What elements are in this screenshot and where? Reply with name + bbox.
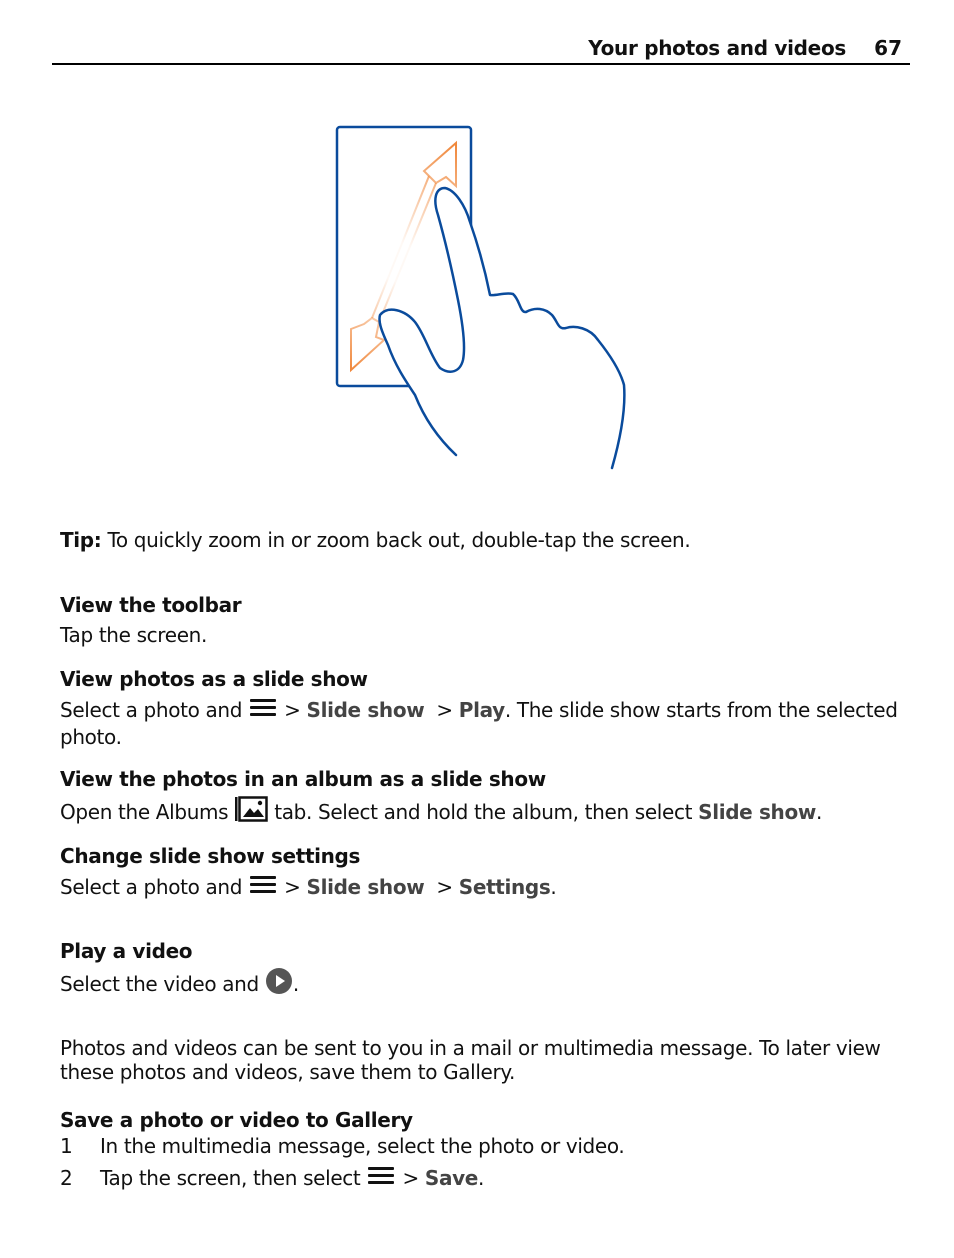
album-slideshow-text — [60, 798, 920, 829]
toolbar-text: Tap the screen. — [60, 623, 207, 647]
album-text-middle: tab. Select and hold the album, then select — [274, 800, 693, 824]
page-number: 67 — [874, 36, 902, 60]
slideshow-text-after: . The slide show starts from the selected — [504, 698, 898, 722]
save-steps — [60, 1134, 920, 1198]
tip-text: To quickly zoom in or zoom back out, double-tap the screen. — [107, 528, 691, 552]
chapter-title: Your photos and videos — [588, 36, 846, 60]
album-text-before: Open the Albums — [60, 800, 229, 824]
slideshow-text — [60, 698, 920, 749]
tip-paragraph — [60, 528, 920, 552]
menu-icon — [248, 873, 278, 900]
separator: > — [436, 698, 453, 722]
play-video-text-before: Select the video and — [60, 972, 259, 996]
menu-icon — [366, 1164, 396, 1191]
period: . — [550, 875, 557, 899]
menu-icon — [248, 696, 278, 723]
play-video-heading: Play a video — [60, 939, 193, 963]
step-text-before: Tap the screen, then select — [100, 1166, 361, 1190]
settings-text-before: Select a photo and — [60, 875, 243, 899]
step-number: 2 — [60, 1166, 73, 1190]
step-text — [100, 1166, 484, 1193]
separator: > — [402, 1166, 419, 1190]
play-video-text — [60, 969, 920, 1002]
page-header — [52, 36, 910, 65]
intro-line-2: these photos and videos, save them to Gallery. — [60, 1060, 516, 1084]
album-slideshow-heading: View the photos in an album as a slide show — [60, 767, 546, 791]
period: . — [815, 800, 822, 824]
separator: > — [284, 875, 301, 899]
settings-text — [60, 875, 920, 902]
intro-line-1: Photos and videos can be sent to you in a mail or multimedia message. To later view — [60, 1036, 881, 1060]
toolbar-heading: View the toolbar — [60, 593, 242, 617]
separator: > — [436, 875, 453, 899]
save-heading: Save a photo or video to Gallery — [60, 1108, 413, 1132]
play-icon — [265, 967, 293, 1000]
slideshow-text-before: Select a photo and — [60, 698, 243, 722]
menu-item-slide-show: Slide show — [306, 698, 425, 722]
step-text: In the multimedia message, select the photo or video. — [100, 1134, 625, 1158]
menu-item-play: Play — [458, 698, 505, 722]
menu-item-slide-show: Slide show — [698, 800, 816, 824]
slideshow-heading: View photos as a slide show — [60, 667, 368, 691]
menu-item-save: Save — [424, 1166, 479, 1190]
settings-heading: Change slide show settings — [60, 844, 361, 868]
menu-item-slide-show: Slide show — [306, 875, 425, 899]
menu-item-settings: Settings — [458, 875, 551, 899]
period: . — [292, 972, 299, 996]
list-item — [60, 1166, 920, 1198]
pinch-zoom-gesture-icon — [300, 110, 660, 480]
period: . — [478, 1166, 485, 1190]
albums-icon — [234, 796, 268, 827]
separator: > — [284, 698, 301, 722]
intro-paragraph — [60, 1036, 920, 1084]
list-item — [60, 1134, 920, 1166]
tip-label: Tip: — [60, 528, 102, 552]
slideshow-text-after2: photo. — [60, 725, 122, 749]
step-number: 1 — [60, 1134, 73, 1158]
